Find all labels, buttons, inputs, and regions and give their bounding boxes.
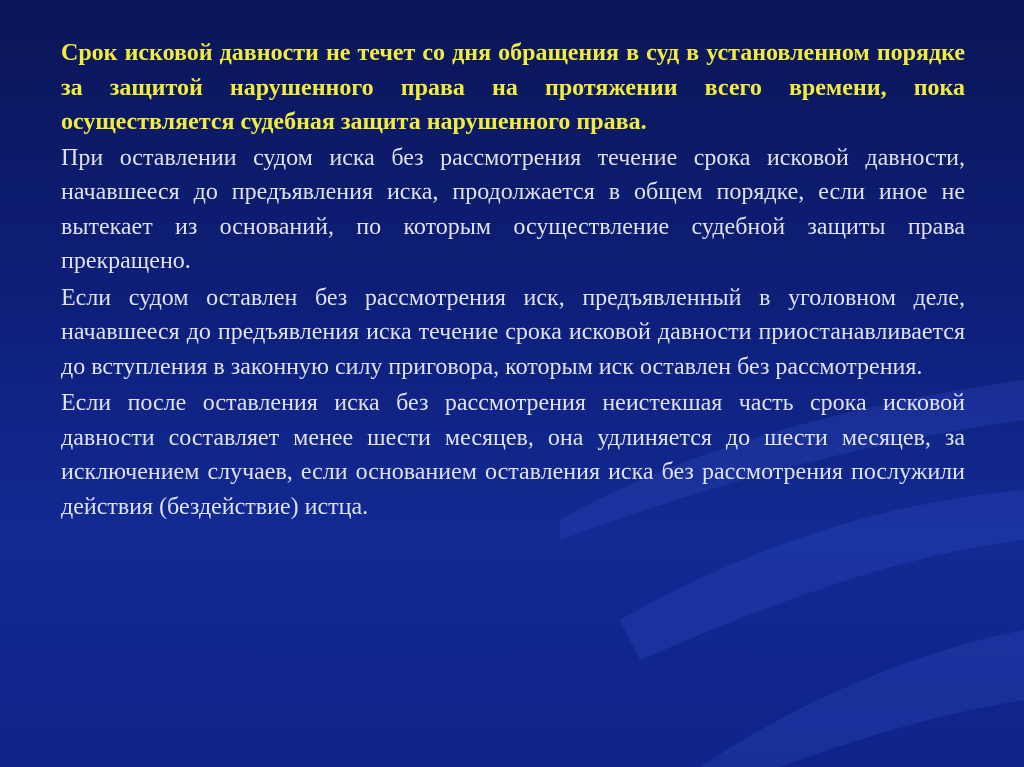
lead-paragraph: Срок исковой давности не течет со дня обращения в суд в установленном порядке за защитой нарушенного права на протяжении всего времени, пока осуществляется судебная защита нарушенного права. bbox=[61, 40, 965, 135]
paragraph-criminal-case-claim: Если судом оставлен без рассмотрения иск, предъявленный в уголовном деле, начавшееся до предъявления иска течение срока исковой давности приостанавливается до вступления в законную силу приговора, которым иск оставлен без рассмотрения. bbox=[61, 284, 965, 380]
paragraph-term-extension: Если после оставления иска без рассмотрения неистекшая часть срока исковой давности составляет менее шести месяцев, она удлиняется до шести месяцев, за исключением случаев, если основанием оставления иска без рассмотрения послужили действия (бездействие) истца. bbox=[61, 390, 965, 520]
paragraph-dismissal-without-consideration: При оставлении судом иска без рассмотрения течение срока исковой давности, начавшееся до предъявления иска, продолжается в общем порядке, если иное не вытекает из оснований, по которым осуществление судебной защиты права прекращено. bbox=[61, 144, 965, 274]
slide-text-body bbox=[61, 36, 965, 526]
